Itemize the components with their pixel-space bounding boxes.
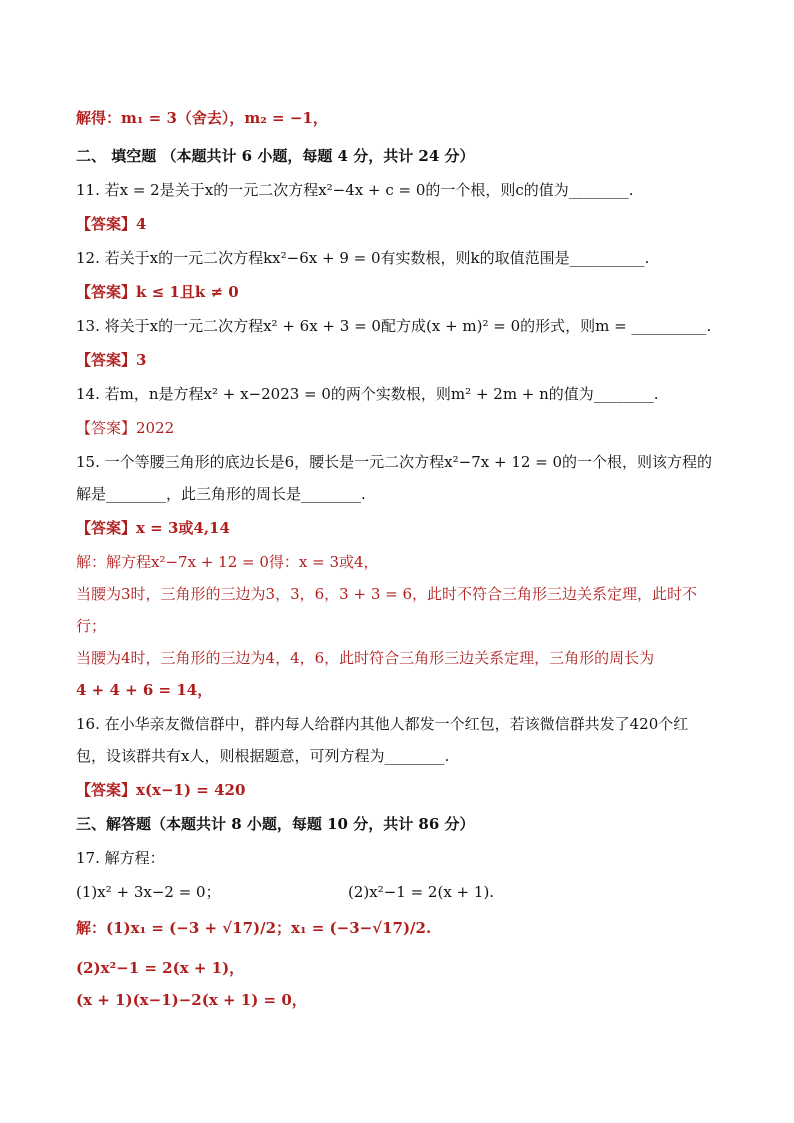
question-15-text-2: 解是________，此三角形的周长是________.	[76, 485, 366, 503]
solution-17-text-3: (x + 1)(x−1)−2(x + 1) = 0，	[76, 991, 307, 1009]
question-15-line-1	[76, 452, 712, 472]
question-16-line-1	[76, 714, 688, 734]
question-16-text-2: 包，设该群共有x人，则根据题意，可列方程为________.	[76, 747, 450, 765]
solution-17-line-2	[76, 958, 244, 978]
answer-16	[76, 780, 245, 800]
question-16-line-2	[76, 746, 449, 766]
solution-17-line-3	[76, 990, 307, 1010]
solution-15-text-3: 行；	[76, 617, 107, 635]
solution-15-text-4: 当腰为4时，三角形的三边为4，4，6，此时符合三角形三边关系定理，三角形的周长为	[76, 649, 655, 667]
question-15-text-1: 15. 一个等腰三角形的底边长是6，腰长是一元二次方程x²−7x + 12 = 0的一个根，则该方程的	[76, 453, 713, 471]
answer-13	[76, 350, 146, 370]
question-11-text: 11. 若x = 2是关于x的一元二次方程x²−4x + c = 0的一个根，则c的值为________.	[76, 181, 634, 199]
answer-11	[76, 214, 146, 234]
solution-15-line-5	[76, 680, 212, 700]
solution-15-line-4	[76, 648, 654, 668]
section-2-heading	[76, 146, 475, 166]
answer-11-text: 【答案】4	[76, 215, 147, 233]
answer-12	[76, 282, 239, 302]
solution-17-line-1	[76, 918, 431, 938]
section-3-text: 三、解答题（本题共计 8 小题，每题 10 分，共计 86 分）	[76, 815, 475, 833]
answer-12-text: 【答案】k ≤ 1且k ≠ 0	[76, 283, 239, 301]
solution-15-text-5: 4 + 4 + 6 = 14，	[76, 681, 213, 699]
question-17	[76, 848, 165, 868]
solution-15-line-2	[76, 584, 697, 604]
answer-14-text: 【答案】2022	[76, 419, 175, 437]
question-17-part-2-text: (2)x²−1 = 2(x + 1).	[348, 883, 495, 901]
solution-text: 解得：m₁ = 3（舍去），m₂ = −1，	[76, 109, 328, 127]
question-15-line-2	[76, 484, 366, 504]
question-16-text-1: 16. 在小华亲友微信群中，群内每人给群内其他人都发一个红包，若该微信群共发了420个红	[76, 715, 689, 733]
solution-15-line-3	[76, 616, 106, 636]
question-11	[76, 180, 634, 200]
question-14	[76, 384, 659, 404]
solution-15-line-1	[76, 552, 379, 572]
solution-15-text-2: 当腰为3时，三角形的三边为3，3，6，3 + 3 = 6，此时不符合三角形三边关系定理，此时不	[76, 585, 698, 603]
section-2-text: 二、 填空题 （本题共计 6 小题，每题 4 分，共计 24 分）	[76, 147, 475, 165]
solution-17-text-1: 解：(1)x₁ = (−3 + √17)/2；x₁ = (−3−√17)/2.	[76, 919, 432, 937]
answer-15	[76, 518, 230, 538]
question-17-part-1	[76, 882, 221, 902]
answer-13-text: 【答案】3	[76, 351, 147, 369]
question-17-part-1-text: (1)x² + 3x−2 = 0；	[76, 883, 221, 901]
answer-16-text: 【答案】x(x−1) = 420	[76, 781, 246, 799]
question-17-text: 17. 解方程：	[76, 849, 165, 867]
solution-15-text-1: 解：解方程x²−7x + 12 = 0得：x = 3或4，	[76, 553, 379, 571]
answer-15-text: 【答案】x = 3或4,14	[76, 519, 230, 537]
solution-17-text-2: (2)x²−1 = 2(x + 1)，	[76, 959, 245, 977]
question-12-text: 12. 若关于x的一元二次方程kx²−6x + 9 = 0有实数根，则k的取值范围是__________.	[76, 249, 650, 267]
question-14-text: 14. 若m，n是方程x² + x−2023 = 0的两个实数根，则m² + 2m + n的值为________.	[76, 385, 659, 403]
question-13	[76, 316, 711, 336]
question-17-part-2	[348, 882, 494, 902]
question-13-text: 13. 将关于x的一元二次方程x² + 6x + 3 = 0配方成(x + m)² = 0的形式，则m = __________.	[76, 317, 712, 335]
section-3-heading	[76, 814, 475, 834]
answer-14	[76, 418, 174, 438]
question-12	[76, 248, 649, 268]
solution-line-m	[76, 108, 328, 128]
